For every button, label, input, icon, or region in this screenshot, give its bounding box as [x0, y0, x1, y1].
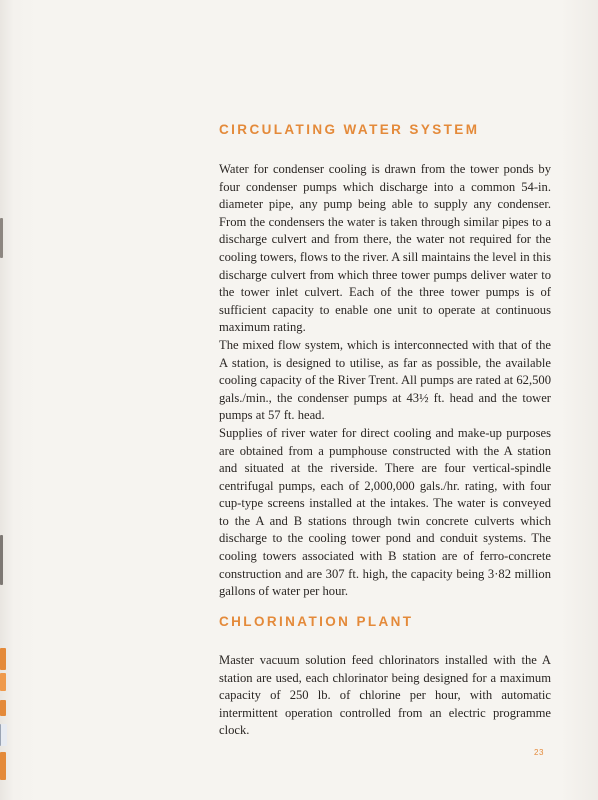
binding-mark — [0, 535, 3, 585]
body-paragraph: Master vacuum solution feed chlorinators installed with the A station are used, each chlorinator being designed for a maximum capacity of 250 lb. of chlorine per hour, with automatic intermittent operation controlled from an electric programme clock. — [219, 653, 551, 738]
binding-mark — [0, 752, 6, 780]
binding-mark — [0, 218, 3, 258]
body-paragraph: Water for condenser cooling is drawn from the tower ponds by four condenser pumps which discharge into a common 54-in. diameter pipe, any pump being able to supply any condenser. From the condensers the water is taken through similar pipes to a discharge culvert and from there, the water not required for the cooling towers, flows to the river. A sill maintains the level in this discharge culvert from which three tower pumps deliver water to the tower inlet culvert. Each of the three tower pumps is of sufficient capacity to enable one unit to operate at continuous maximum rating. — [219, 162, 551, 335]
section-heading: CHLORINATION PLANT — [219, 614, 414, 629]
circulating-water-section — [219, 122, 551, 601]
binding-mark — [0, 648, 6, 670]
binding-mark — [0, 700, 6, 716]
body-paragraph: Supplies of river water for direct cooling and make-up purposes are obtained from a pumphouse constructed with the A station and situated at the riverside. There are four vertical-spindle centrifugal pumps, each of 2,000,000 gals./hr. rating, with four cup-type screens installed at the intakes. The water is conveyed to the A and B stations through twin concrete culverts which discharge to the cooling tower pond and conduit systems. The cooling towers associated with B station are of ferro-concrete construction and are 307 ft. high, the capacity being 3·82 million gallons of water per hour. — [219, 425, 551, 599]
section-heading: CIRCULATING WATER SYSTEM — [219, 122, 480, 137]
page-number: 23 — [534, 748, 544, 757]
chlorination-section — [219, 614, 551, 740]
binding-mark — [0, 673, 6, 691]
binding-edge — [0, 0, 10, 800]
binding-mark — [0, 724, 7, 746]
body-paragraph: The mixed flow system, which is interconnected with that of the A station, is designed to utilise, as far as possible, the available cooling capacity of the River Trent. All pumps are rated at 62,500 gals./min., the condenser pumps at 43½ ft. head and the tower pumps at 57 ft. head. — [219, 337, 551, 423]
